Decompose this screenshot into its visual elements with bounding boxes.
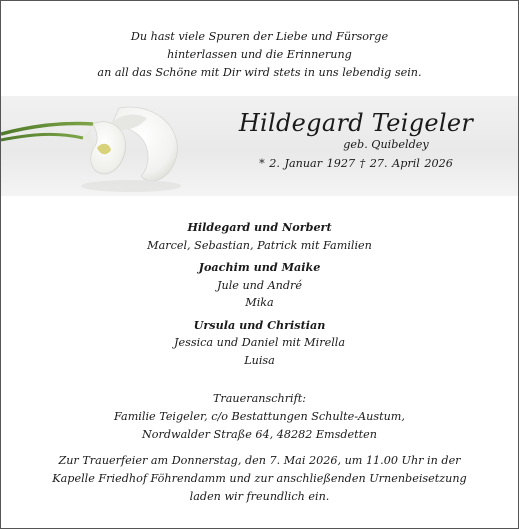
poem-line: Du hast viele Spuren der Liebe und Fürsorge (130, 30, 389, 43)
deceased-name: Hildegard Teigeler (238, 109, 474, 137)
family-group (1, 317, 518, 370)
calla-lily-image (1, 96, 191, 196)
family-group-head: Joachim und Maike (198, 260, 321, 274)
family-group-line: Mika (245, 296, 274, 309)
address-line: Familie Teigeler, c/o Bestattungen Schulte-Austum, (114, 410, 405, 423)
mourning-address (1, 390, 518, 444)
family-group (1, 259, 518, 312)
poem-line: hinterlassen und die Erinnerung (167, 48, 352, 61)
mourners-list (1, 219, 518, 374)
deceased-info (211, 108, 501, 170)
family-group-line: Marcel, Sebastian, Patrick mit Familien (147, 238, 372, 252)
family-group-line: Jule und André (217, 278, 302, 292)
ceremony-line: laden wir freundlich ein. (189, 490, 330, 503)
address-line: Traueranschrift: (212, 392, 307, 405)
family-group (1, 219, 518, 254)
poem-line: an all das Schöne mit Dir wird stets in uns lebendig sein. (97, 66, 422, 79)
family-group-head: Ursula und Christian (193, 317, 326, 332)
family-group-head: Hildegard und Norbert (187, 220, 332, 234)
life-dates: * 2. Januar 1927 † 27. April 2026 (259, 157, 453, 170)
name-banner (1, 96, 518, 196)
birth-name: geb. Quibeldey (343, 138, 429, 151)
address-line: Nordwalder Straße 64, 48282 Emsdetten (142, 428, 377, 441)
ceremony-line: Zur Trauerfeier am Donnerstag, den 7. Mai 2026, um 11.00 Uhr in der (58, 454, 461, 467)
family-group-line: Jessica und Daniel mit Mirella (173, 336, 346, 349)
family-group-line: Luisa (244, 353, 275, 367)
poem (1, 28, 518, 82)
ceremony-line: Kapelle Friedhof Föhrendamm und zur anschließenden Urnenbeisetzung (52, 472, 467, 485)
ceremony-invitation (1, 452, 518, 506)
